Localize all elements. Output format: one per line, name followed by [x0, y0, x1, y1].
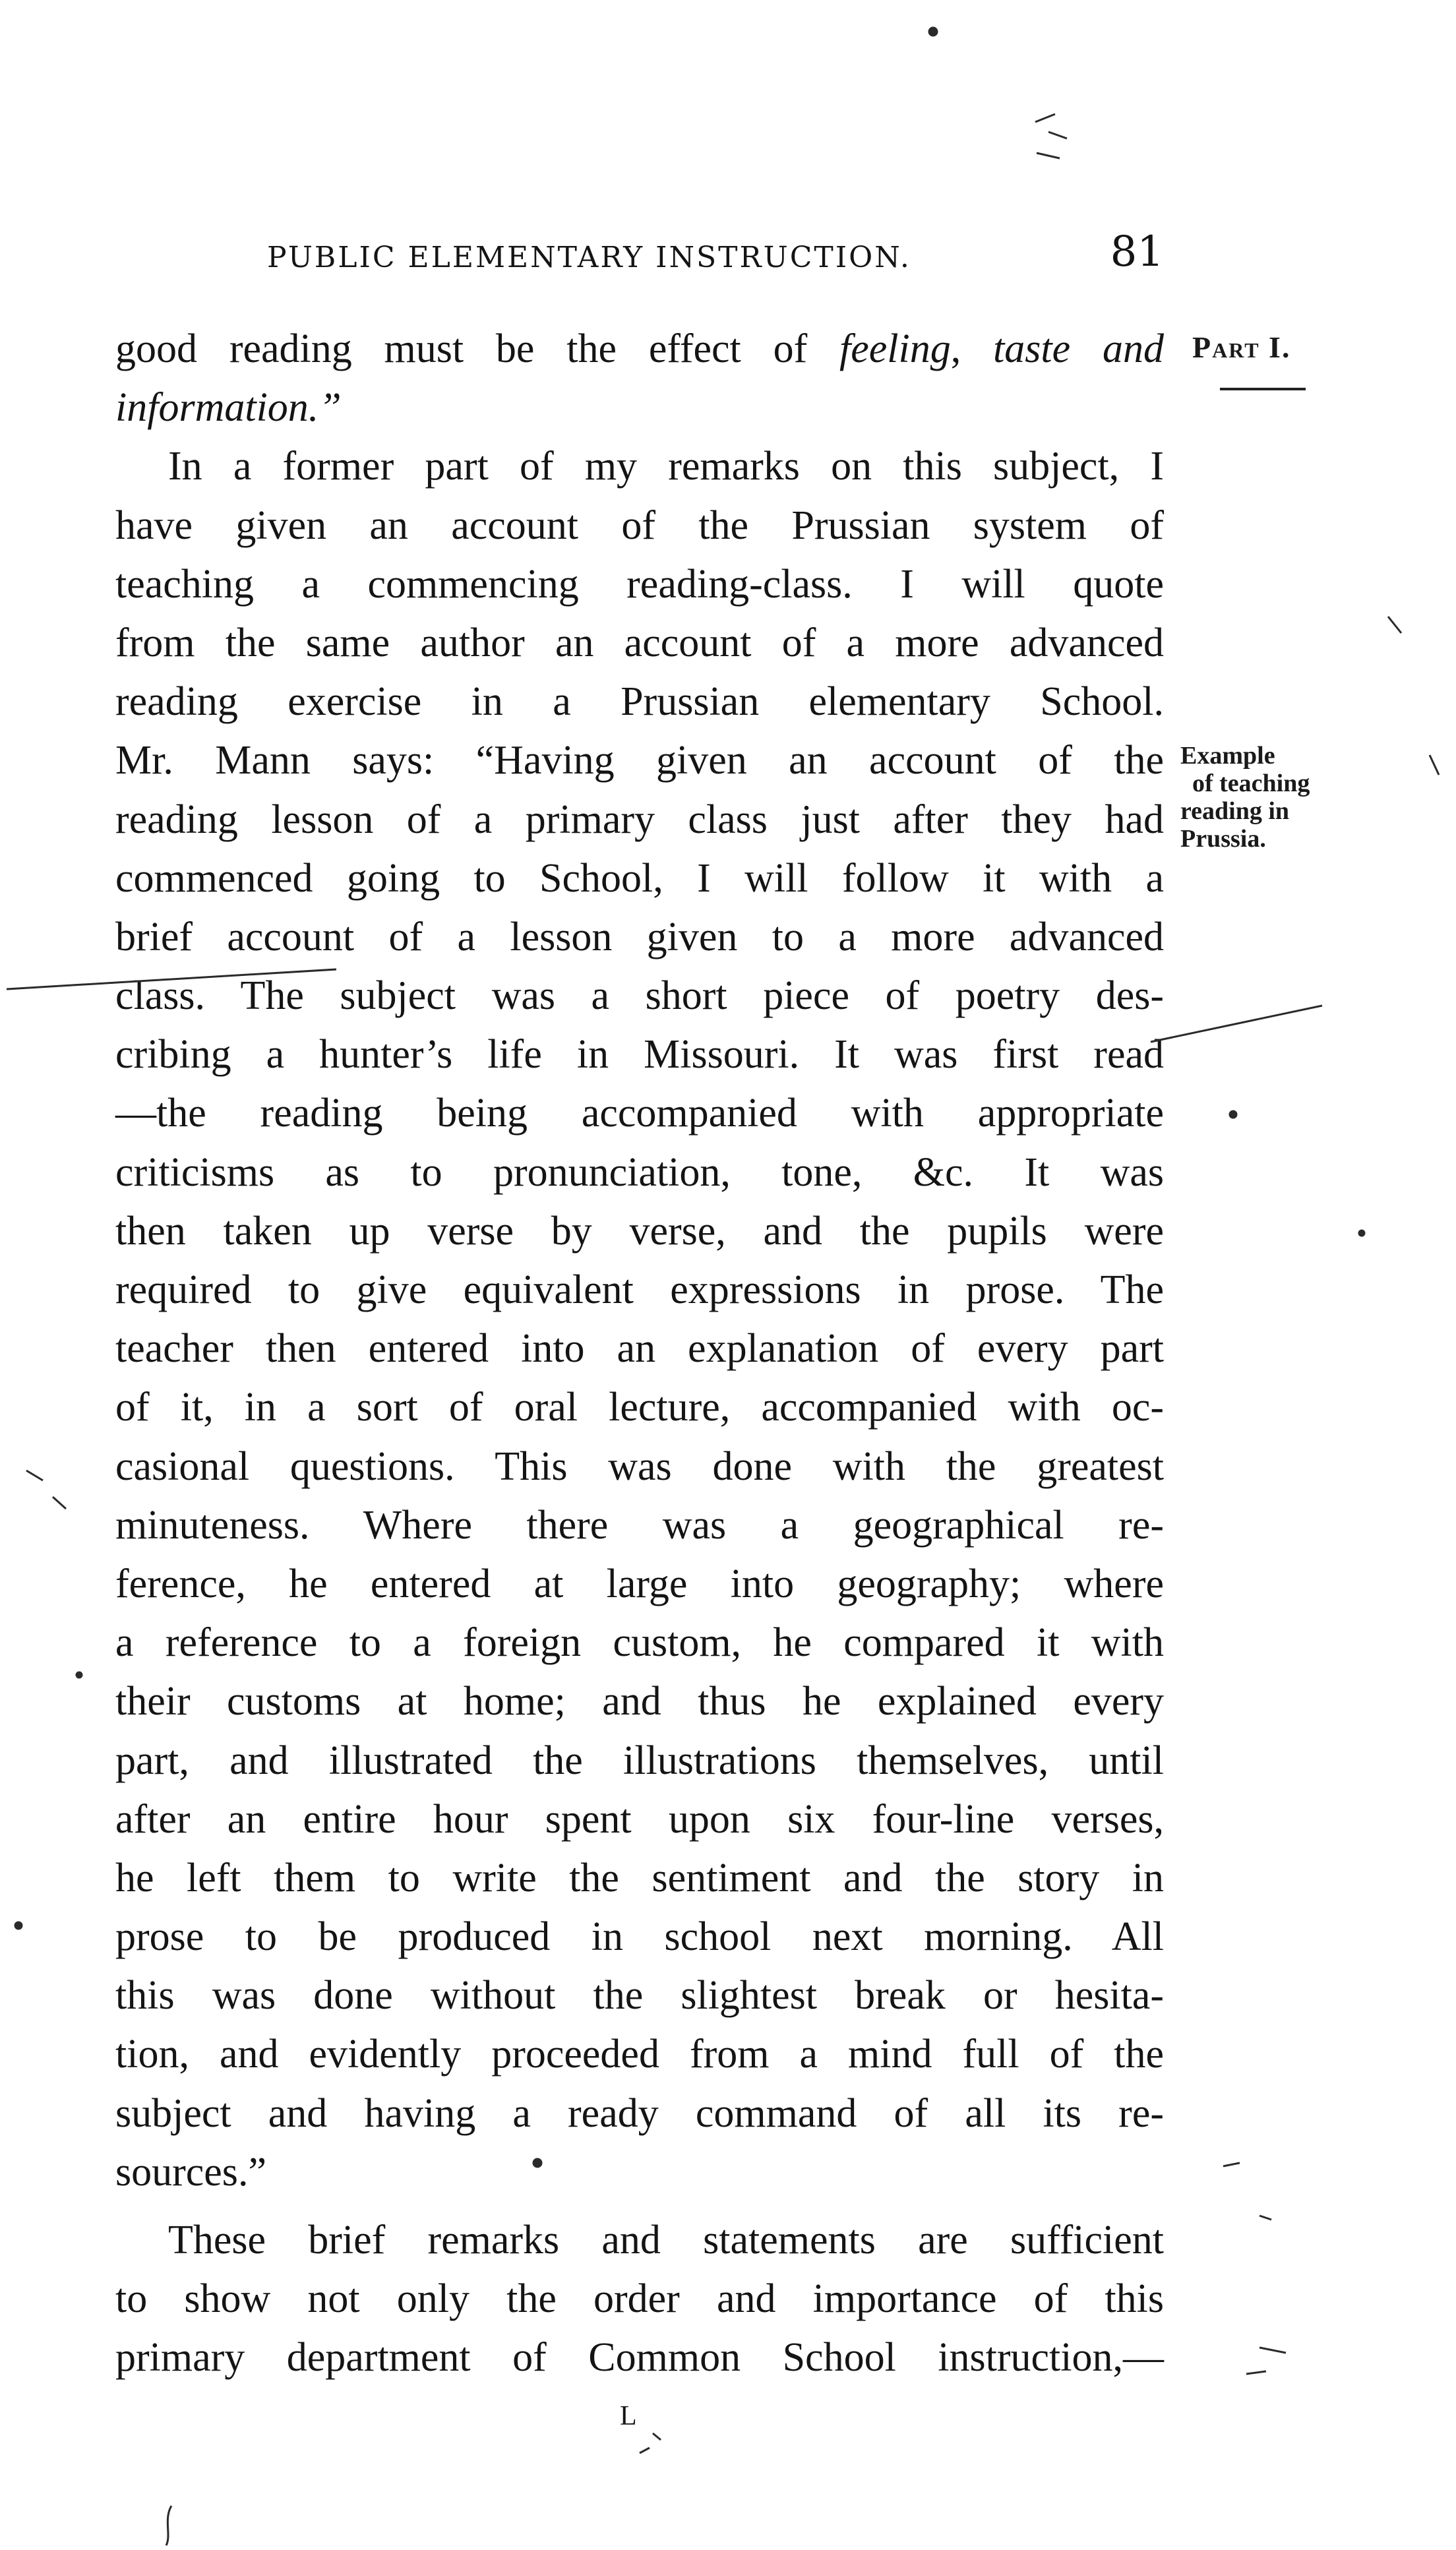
text-line: criticisms as to pronunciation, tone, &c. It was [115, 1149, 1164, 1195]
text-line: minuteness. Where there was a geographical re- [115, 1502, 1164, 1548]
body-text [115, 320, 1164, 2388]
speck [26, 1471, 66, 1509]
text-line: good reading must be the effect of feeling, taste and [115, 326, 1164, 371]
text-line: tion, and evidently proceeded from a mind full of the [115, 2032, 1164, 2077]
text-line: cribing a hunter’s life in Missouri. It was first read [115, 1032, 1164, 1078]
emphasis-taste: taste and [993, 326, 1164, 371]
text-line: from the same author an account of a more advanced [115, 620, 1164, 665]
text-line: a reference to a foreign custom, he compared it with [115, 1620, 1164, 1666]
text-line: These brief remarks and statements are sufficient [168, 2218, 1164, 2262]
speck [1359, 1230, 1364, 1236]
text-line: Mr. Mann says: “Having given an account of the [115, 738, 1164, 783]
signature-mark: L [620, 2401, 637, 2431]
text-line: reading lesson of a primary class just after they had [115, 797, 1164, 842]
part-rule [1220, 388, 1306, 390]
speck [1223, 2163, 1271, 2220]
text-line: teaching a commencing reading-class. I will quote [115, 561, 1164, 607]
text-line: teacher then entered into an explanation of every part [115, 1326, 1164, 1372]
text-line: casional questions. This was done with the greatest [115, 1443, 1164, 1489]
speck [1388, 617, 1401, 633]
text-line: of it, in a sort of oral lecture, accompanied with oc- [115, 1385, 1164, 1430]
text-line: reading exercise in a Prussian elementary School. [115, 679, 1164, 725]
text-line: ference, he entered at large into geography; where [115, 1561, 1164, 1606]
text-line: he left them to write the sentiment and the story in [115, 1855, 1164, 1900]
stray-line [1151, 1006, 1322, 1042]
text-line: required to give equivalent expressions in prose. The [115, 1267, 1164, 1312]
speck [929, 28, 937, 36]
side-note [1180, 742, 1310, 853]
text-line: class. The subject was a short piece of poetry des- [115, 973, 1164, 1019]
text-line: —the reading being accompanied with appropriate [115, 1091, 1164, 1136]
text-line: then taken up verse by verse, and the pupils were [115, 1208, 1164, 1254]
running-head [267, 228, 1164, 280]
side-note-line: of teaching [1192, 770, 1310, 797]
text-line: In a former part of my remarks on this subject, I [168, 444, 1164, 489]
page-number: 81 [1110, 228, 1164, 276]
running-title: PUBLIC ELEMENTARY INSTRUCTION. [267, 241, 911, 274]
text-line: to show not only the order and importance of this [115, 2276, 1164, 2322]
speck [1246, 2348, 1286, 2374]
emphasis-feeling: feeling [839, 326, 951, 371]
speck [1430, 755, 1439, 775]
text-line [115, 379, 1164, 437]
side-note-line: Prussia. [1180, 825, 1266, 853]
text-line: part, and illustrated the illustrations themselves, until [115, 1738, 1164, 1783]
side-note-line: reading in [1180, 797, 1290, 825]
part-label: Part I. [1192, 330, 1291, 364]
text-line: subject and having a ready command of all its re- [115, 2090, 1164, 2136]
text-line: their customs at home; and thus he explained every [115, 1679, 1164, 1724]
text-line: primary department of Common School instruction,— [115, 2335, 1164, 2381]
speck [1230, 1111, 1236, 1118]
text-line: after an entire hour spent upon six four-line verses, [115, 1796, 1164, 1842]
text-line: have given an account of the Prussian system of [115, 502, 1164, 548]
text-line: commenced going to School, I will follow it with a [115, 855, 1164, 901]
speck [166, 2506, 171, 2545]
side-note-line: Example [1180, 742, 1275, 770]
speck [1035, 114, 1067, 158]
text-line: this was done without the slightest break or hesita- [115, 1973, 1164, 2019]
text-line: sources.” [115, 2149, 266, 2195]
emphasis-information: information.” [115, 385, 342, 431]
text-line: prose to be produced in school next morning. All [115, 1914, 1164, 1960]
speck [76, 1672, 82, 1678]
text-line: brief account of a lesson given to a more advanced [115, 914, 1164, 959]
speck [640, 2433, 661, 2453]
speck [15, 1922, 22, 1929]
